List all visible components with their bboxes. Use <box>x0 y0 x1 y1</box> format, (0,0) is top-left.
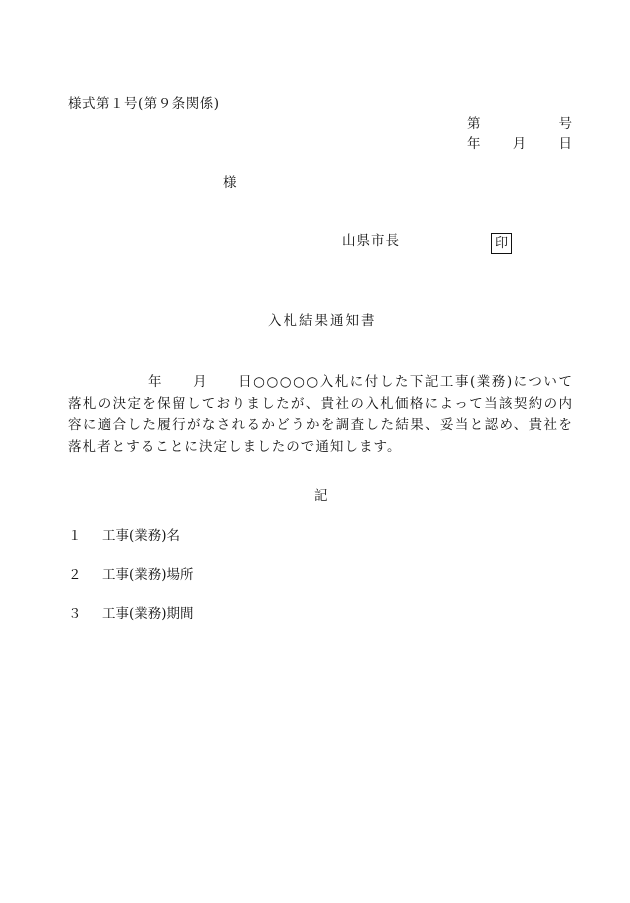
item-number: ２ <box>68 567 82 583</box>
body-paragraph: 年 月 日○○○○○入札に付した下記工事(業務)について落札の決定を保留しておりましたが、貴社の入札価格によって当該契約の内容に適合した履行がなされるかどうかを調査した結果、妥当と認め、貴社を落札者とすることに決定しましたので通知します。 <box>68 374 573 455</box>
form-id: 様式第１号(第９条関係) <box>68 96 220 112</box>
item-label: 工事(業務)場所 <box>102 567 194 583</box>
document-number-suffix: 号 <box>558 116 572 132</box>
date-day: 日 <box>558 136 572 152</box>
addressee: 様 <box>223 175 237 191</box>
item-label: 工事(業務)名 <box>102 528 181 544</box>
sender: 山県市長 <box>342 233 400 249</box>
item-number: １ <box>68 528 82 544</box>
ki-heading: 記 <box>314 488 328 504</box>
document-number <box>467 118 572 132</box>
item-label: 工事(業務)期間 <box>102 606 194 622</box>
list-item <box>68 608 194 622</box>
seal-stamp-box: 印 <box>491 233 512 254</box>
list-item <box>68 530 180 544</box>
document-title: 入札結果通知書 <box>268 313 377 329</box>
document-date <box>467 138 572 152</box>
date-year: 年 <box>467 136 481 152</box>
document-number-prefix: 第 <box>467 116 481 132</box>
list-item <box>68 569 194 583</box>
date-month: 月 <box>512 136 527 152</box>
item-number: ３ <box>68 606 82 622</box>
